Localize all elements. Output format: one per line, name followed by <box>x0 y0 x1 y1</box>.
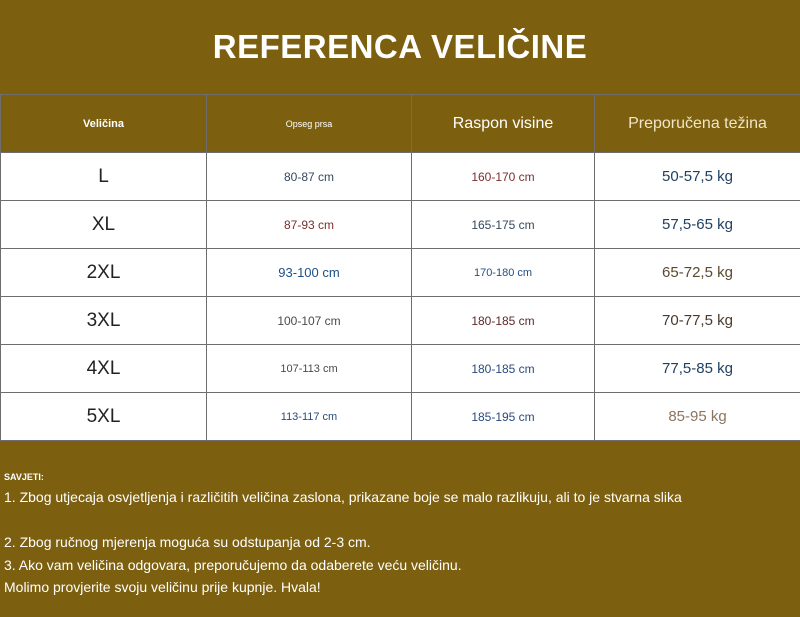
note-line-2: 2. Zbog ručnog mjerenja moguća su odstupanja od 2-3 cm. <box>4 534 371 550</box>
chest-cell: 100-107 cm <box>207 297 412 345</box>
height-cell: 160-170 cm <box>412 153 595 201</box>
height-cell: 180-185 cm <box>412 345 595 393</box>
weight-cell: 50-57,5 kg <box>595 153 800 201</box>
chest-cell: 93-100 cm <box>207 249 412 297</box>
height-cell: 180-185 cm <box>412 297 595 345</box>
height-cell: 185-195 cm <box>412 393 595 441</box>
size-cell: 4XL <box>1 345 207 393</box>
weight-cell: 77,5-85 kg <box>595 345 800 393</box>
size-cell: 2XL <box>1 249 207 297</box>
column-header-chest: Opseg prsa <box>207 95 412 153</box>
size-cell: 3XL <box>1 297 207 345</box>
table-row <box>1 201 800 249</box>
notes-section <box>0 442 800 617</box>
table-row <box>1 297 800 345</box>
note-line-1: 1. Zbog utjecaja osvjetljenja i različitih veličina zaslona, prikazane boje se malo razlikuju, ali to je stvarna slika <box>4 489 682 505</box>
table-row <box>1 249 800 297</box>
size-cell: 5XL <box>1 393 207 441</box>
weight-cell: 57,5-65 kg <box>595 201 800 249</box>
weight-cell: 70-77,5 kg <box>595 297 800 345</box>
table-row <box>1 345 800 393</box>
note-line-3: 3. Ako vam veličina odgovara, preporučujemo da odaberete veću veličinu. <box>4 557 462 573</box>
notes-label: SAVJETI: <box>4 472 44 482</box>
size-cell: XL <box>1 201 207 249</box>
note-line-4: Molimo provjerite svoju veličinu prije kupnje. Hvala! <box>4 579 321 595</box>
column-header-weight: Preporučena težina <box>595 95 800 153</box>
size-table <box>0 94 800 441</box>
table-row <box>1 393 800 441</box>
page-title: REFERENCA VELIČINE <box>212 28 588 65</box>
column-header-height: Raspon visine <box>412 95 595 153</box>
height-cell: 165-175 cm <box>412 201 595 249</box>
chest-cell: 107-113 cm <box>207 345 412 393</box>
height-cell: 170-180 cm <box>412 249 595 297</box>
weight-cell: 85-95 kg <box>595 393 800 441</box>
table-header-row <box>1 95 800 153</box>
title-banner <box>0 0 800 95</box>
table-row <box>1 153 800 201</box>
chest-cell: 87-93 cm <box>207 201 412 249</box>
size-cell: L <box>1 153 207 201</box>
column-header-size: Veličina <box>1 95 207 153</box>
chest-cell: 80-87 cm <box>207 153 412 201</box>
chest-cell: 113-117 cm <box>207 393 412 441</box>
weight-cell: 65-72,5 kg <box>595 249 800 297</box>
